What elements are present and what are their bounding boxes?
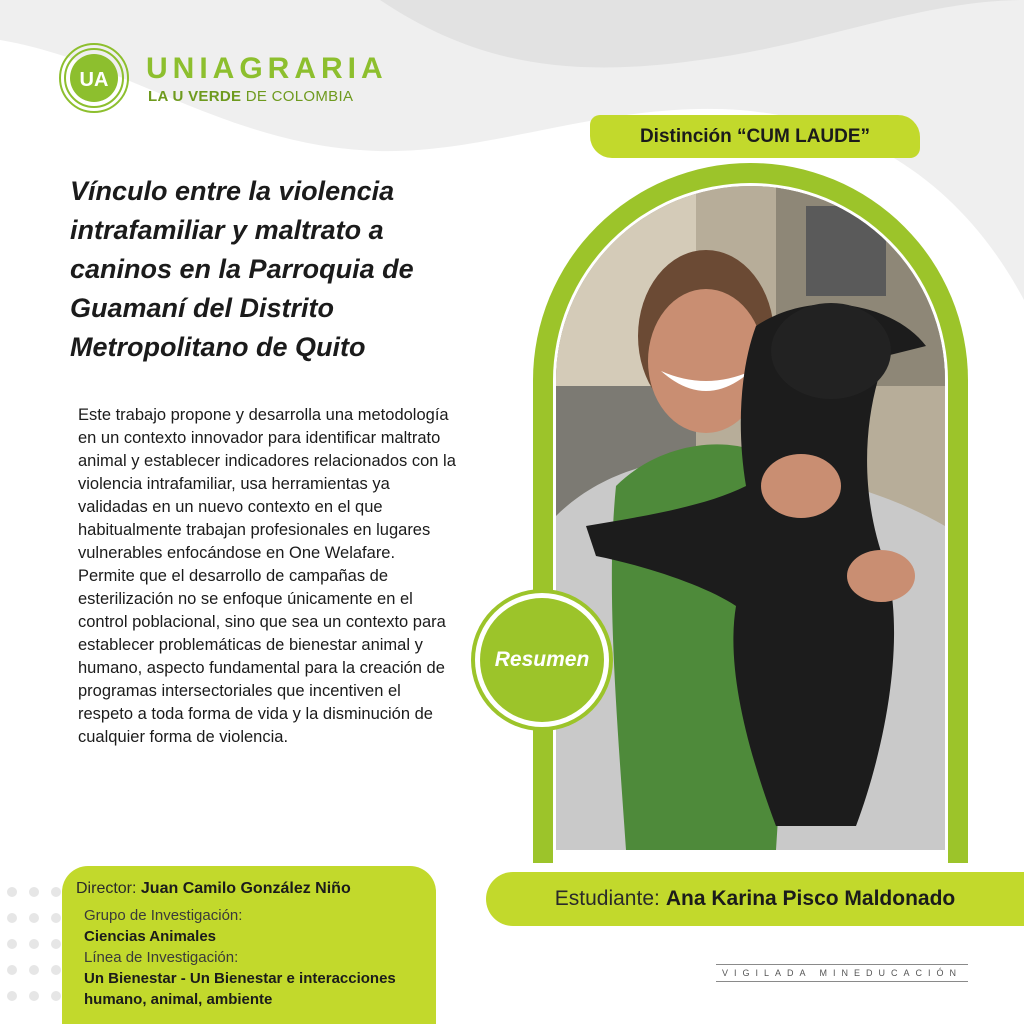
director-line xyxy=(76,880,351,898)
student-banner xyxy=(486,872,1024,926)
resumen-badge: Resumen xyxy=(480,598,604,722)
distinction-banner: Distinción “CUM LAUDE” xyxy=(590,115,920,158)
thesis-title: Vínculo entre la violencia intrafamiliar y maltrato a caninos en la Parroquia de Guamaní del Distrito Metropolitano de Quito xyxy=(70,176,414,362)
research-details xyxy=(84,905,424,1010)
tagline-bold: LA U VERDE xyxy=(148,88,242,105)
brand-name: UNIAGRARIA xyxy=(146,52,388,85)
student-photo xyxy=(556,186,945,850)
research-group-label: Grupo de Investigación: xyxy=(84,907,243,924)
summary-paragraph-2: Permite que el desarrollo de campañas de esterilización no se enfoque únicamente en el control poblacional, sino que sea un contexto para establecer problemáticas de bienestar animal y humano, aspecto fundamental para la creación de programas intersectoriales que incentiven el respeto a toda forma de vida y la disminución de cualquier forma de violencia. xyxy=(78,567,446,746)
summary-text xyxy=(78,404,458,749)
director-label: Director: xyxy=(76,880,137,897)
tagline-rest: DE COLOMBIA xyxy=(241,88,354,105)
brand-tagline xyxy=(148,88,353,105)
research-line-label: Línea de Investigación: xyxy=(84,949,239,966)
student-label: Estudiante: xyxy=(554,887,660,910)
research-line-value: Un Bienestar - Un Bienestar e interacciones humano, animal, ambiente xyxy=(84,970,396,1008)
uniagraria-logo-icon xyxy=(58,42,130,114)
logo-initials: UA xyxy=(79,69,109,91)
photo-illustration xyxy=(556,186,945,850)
decorative-dots xyxy=(4,880,64,1020)
director-name: Juan Camilo González Niño xyxy=(140,880,351,897)
research-group-value: Ciencias Animales xyxy=(84,928,217,945)
vigilada-mineducacion: VIGILADA MINEDUCACIÓN xyxy=(716,964,968,982)
student-name: Ana Karina Pisco Maldonado xyxy=(665,887,956,910)
summary-paragraph-1: Este trabajo propone y desarrolla una metodología en un contexto innovador para identificar maltrato animal y establecer indicadores relacionados con la violencia intrafamiliar, usa herramientas ya validadas en un nuevo contexto en el que habitualmente trabajan profesionales en lugares vulnerables enfocándose en One Welafare. xyxy=(78,406,456,562)
